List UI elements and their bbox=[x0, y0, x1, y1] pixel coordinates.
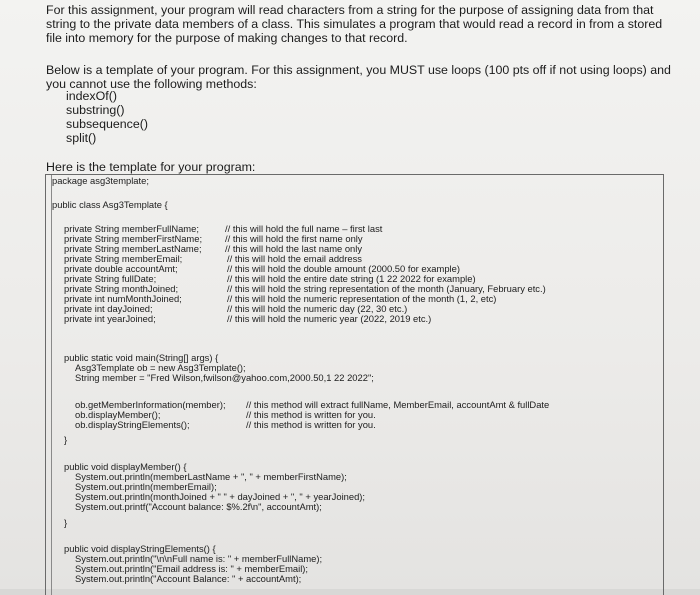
field-decl: private int numMonthJoined; bbox=[64, 293, 182, 304]
forbidden-methods-list bbox=[66, 89, 148, 145]
package-line: package asg3template; bbox=[52, 175, 149, 186]
main-body-line: String member = "Fred Wilson,fwilson@yahoo.com,2000.50,1 22 2022"; bbox=[75, 372, 374, 383]
method-call-comment: // this method will extract fullName, MemberEmail, accountAmt & fullDate bbox=[246, 399, 550, 410]
method-call: ob.displayMember(); bbox=[75, 409, 161, 420]
field-decl: private String monthJoined; bbox=[64, 283, 179, 294]
field-comment: // this will hold the double amount (2000.50 for example) bbox=[227, 263, 460, 274]
display-string-line: System.out.println("Account Balance: " + accountAmt); bbox=[75, 573, 302, 584]
template-heading bbox=[46, 160, 255, 174]
field-decl: private int yearJoined; bbox=[64, 313, 156, 324]
method-item: indexOf() bbox=[66, 89, 117, 103]
field-comment: // this will hold the numeric year (2022, 2019 etc.) bbox=[227, 313, 432, 324]
field-comment: // this will hold the full name – first last bbox=[225, 223, 383, 234]
class-declaration: public class Asg3Template { bbox=[52, 199, 168, 210]
method-item: split() bbox=[66, 131, 97, 145]
display-member-close-brace: } bbox=[64, 517, 68, 528]
field-decl: private String memberFullName; bbox=[64, 223, 199, 234]
requirements-paragraph: Below is a template of your program. For this assignment, you MUST use loops (100 pts off if not using loops) and you cannot use the following methods: bbox=[46, 63, 671, 91]
field-comment: // this will hold the numeric representation of the month (1, 2, etc) bbox=[227, 293, 497, 304]
intro-paragraph: For this assignment, your program will read characters from a string for the purpose of assigning data from that string to the private data members of a class. This simulates a program that would read a record in from a stored file into memory for the purpose of making changes to that record. bbox=[46, 3, 663, 45]
display-string-line: System.out.println("\n\nFull name is: " + memberFullName); bbox=[75, 553, 323, 564]
template-heading-underlined: your program: bbox=[178, 160, 256, 174]
field-comment: // this will hold the numeric day (22, 30 etc.) bbox=[227, 303, 408, 314]
field-comment: // this will hold the first name only bbox=[225, 233, 363, 244]
display-string-declaration: public void displayStringElements() { bbox=[64, 543, 216, 554]
method-call-comment: // this method is written for you. bbox=[246, 409, 376, 420]
display-member-line: System.out.println(monthJoined + " " + dayJoined + ", " + yearJoined); bbox=[75, 491, 366, 502]
field-comment: // this will hold the entire date string (1 22 2022 for example) bbox=[227, 273, 476, 284]
method-call: ob.displayStringElements(); bbox=[75, 419, 190, 430]
field-decl: private String fullDate; bbox=[64, 273, 157, 284]
display-member-line: System.out.println(memberEmail); bbox=[75, 481, 217, 492]
field-comment: // this will hold the last name only bbox=[225, 243, 363, 254]
method-item: subsequence() bbox=[66, 117, 148, 131]
method-item: substring() bbox=[66, 103, 125, 117]
field-decl: private String memberLastName; bbox=[64, 243, 202, 254]
field-decl: private int dayJoined; bbox=[64, 303, 153, 314]
display-string-line: System.out.println("Email address is: " + memberEmail); bbox=[75, 563, 309, 574]
display-member-declaration: public void displayMember() { bbox=[64, 461, 187, 472]
field-comment: // this will hold the email address bbox=[227, 253, 362, 264]
field-decl: private double accountAmt; bbox=[64, 263, 178, 274]
display-member-line: System.out.printf("Account balance: $%.2f\n", accountAmt); bbox=[75, 501, 322, 512]
field-decl: private String memberEmail; bbox=[64, 253, 183, 264]
template-heading-prefix: Here is the template for bbox=[46, 160, 179, 174]
display-member-line: System.out.println(memberLastName + ", " + memberFirstName); bbox=[75, 471, 347, 482]
method-call: ob.getMemberInformation(member); bbox=[75, 399, 226, 410]
main-body-line: Asg3Template ob = new Asg3Template(); bbox=[75, 362, 246, 373]
main-method-declaration: public static void main(String[] args) { bbox=[64, 352, 219, 363]
main-close-brace: } bbox=[64, 434, 68, 445]
field-comment: // this will hold the string representation of the month (January, February etc.) bbox=[227, 283, 546, 294]
field-decl: private String memberFirstName; bbox=[64, 233, 203, 244]
method-call-comment: // this method is written for you. bbox=[246, 419, 376, 430]
